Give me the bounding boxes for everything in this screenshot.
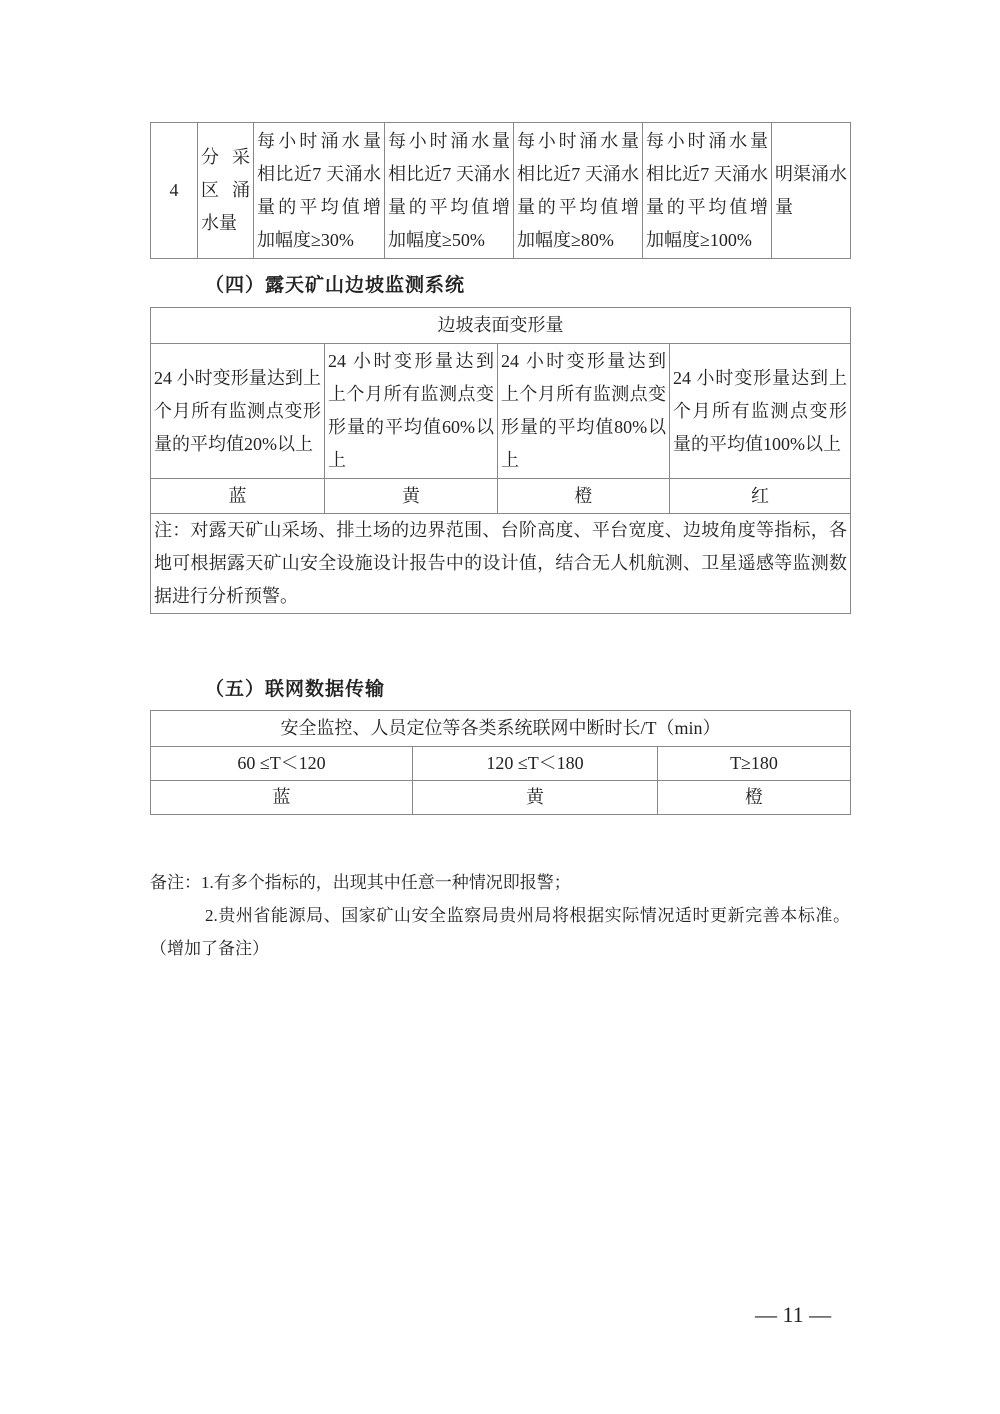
table-row — [151, 123, 851, 259]
row-index: 4 — [151, 123, 198, 259]
level-orange-cell: 每小时涌水量相比近7 天涌水量的平均值增加幅度≥80% — [514, 123, 643, 259]
range-cell: T≥180 — [658, 747, 851, 781]
note-cell: 明渠涌水量 — [772, 123, 851, 259]
level-red-cell: 每小时涌水量相比近7 天涌水量的平均值增加幅度≥100% — [643, 123, 772, 259]
color-cell: 黄 — [325, 479, 498, 514]
range-cell: 120 ≤T＜180 — [413, 747, 658, 781]
color-cell: 红 — [670, 479, 851, 514]
level-cell: 24 小时变形量达到上个月所有监测点变形量的平均值60%以上 — [325, 344, 498, 479]
network-transmission-table — [150, 710, 851, 815]
range-cell: 60 ≤T＜120 — [151, 747, 413, 781]
level-cell: 24 小时变形量达到上个月所有监测点变形量的平均值20%以上 — [151, 344, 325, 479]
remark-line-2: 2.贵州省能源局、国家矿山安全监察局贵州局将根据实际情况适时更新完善本标准。（增加了备注） — [150, 906, 850, 958]
page-number: — 11 — — [755, 1302, 832, 1327]
table-header: 安全监控、人员定位等各类系统联网中断时长/T（min） — [151, 711, 851, 747]
remark-line-1: 备注：1.有多个指标的，出现其中任意一种情况即报警； — [150, 873, 571, 892]
color-cell: 橙 — [658, 781, 851, 815]
level-cell: 24 小时变形量达到上个月所有监测点变形量的平均值100%以上 — [670, 344, 851, 479]
table-header: 边坡表面变形量 — [151, 308, 851, 344]
slope-monitoring-table — [150, 307, 851, 614]
table-note: 注：对露天矿山采场、排土场的边界范围、台阶高度、平台宽度、边坡角度等指标，各地可根据露天矿山安全设施设计报告中的设计值，结合无人机航测、卫星遥感等监测数据进行分析预警。 — [151, 514, 851, 614]
level-blue-cell: 每小时涌水量相比近7 天涌水量的平均值增加幅度≥30% — [254, 123, 385, 259]
color-cell: 蓝 — [151, 479, 325, 514]
section5-heading: （五）联网数据传输 — [205, 679, 386, 700]
color-cell: 蓝 — [151, 781, 413, 815]
level-yellow-cell: 每小时涌水量相比近7 天涌水量的平均值增加幅度≥50% — [385, 123, 514, 259]
color-cell: 黄 — [413, 781, 658, 815]
level-cell: 24 小时变形量达到上个月所有监测点变形量的平均值80%以上 — [498, 344, 670, 479]
water-inflow-table — [150, 122, 851, 259]
section4-heading: （四）露天矿山边坡监测系统 — [205, 275, 466, 296]
indicator-cell: 分采区涌水量 — [198, 123, 254, 259]
color-cell: 橙 — [498, 479, 670, 514]
